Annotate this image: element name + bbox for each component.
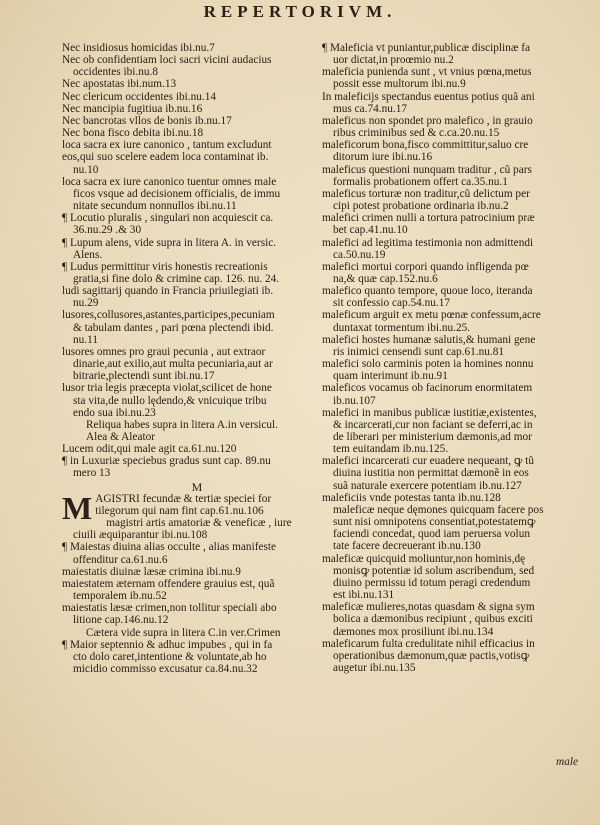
index-line: lusores,collusores,astantes,participes,pecuniam (62, 309, 275, 322)
index-line: ficos vsque ad decisionem officialis, de immu (73, 187, 281, 200)
index-line: ¶ Maleficia vt puniantur,publicæ disciplinæ fa (322, 42, 530, 54)
section-letter: M (191, 479, 203, 494)
index-line: loca sacra ex iure canonico tuentur omnes male (62, 175, 277, 188)
index-line: maleficus torturæ non traditur,cũ delictum per (322, 187, 530, 200)
index-line: tilegorum qui nam fint cap.61.nu.106 (95, 504, 264, 517)
index-line: Nec bancrotas vllos de bonis ib.nu.17 (62, 114, 232, 127)
index-line: lusores omnes pro graui pecunia , aut extraor (62, 345, 266, 358)
index-line: Nec bona fisco debita ibi.nu.18 (62, 127, 204, 140)
index-line: micidio commisso excusatur ca.84.nu.32 (73, 662, 258, 675)
index-line: Nec insidiosus homicidas ibi.nu.7 (62, 42, 215, 54)
index-line: litione cap.146.nu.12 (73, 614, 169, 627)
index-line: malefici crimen nulli a tortura patrocinium præ (322, 212, 535, 225)
index-line: ludi sagittarij quando in Francia priuilegiati ib. (62, 285, 274, 298)
index-line: maleficæ neque dęmones quicquam facere pos (333, 503, 544, 516)
index-line: bolica a dæmonibus recipiunt , quibus exciti (333, 613, 533, 626)
right-column (322, 42, 577, 674)
index-line: tate facere decreuerant ib.nu.130 (333, 540, 481, 553)
index-line: ¶ in Luxuriæ speciebus gradus sunt cap. 89.nu (62, 455, 271, 468)
index-line: ris inimici censendi sunt cap.61.nu.81 (333, 345, 504, 358)
index-line: maleficus questioni nunquam traditur , cũ pars (322, 163, 532, 176)
index-line: ¶ Maior septennio & adhuc impubes , qui in fa (62, 638, 273, 651)
index-line: uor dictat,in proœmio nu.2 (333, 54, 454, 67)
index-line: & incarcerati,cur non faciant se deferri,ac in (333, 418, 533, 431)
index-line: malefici mortui corpori quando infligenda pœ (322, 260, 529, 273)
index-line: malefici incarcerati cur euadere nequeant, ꝙ tũ (322, 455, 535, 468)
left-column (62, 42, 332, 675)
index-line: maleficum arguit ex metu pœnæ confessum,acre (322, 309, 541, 322)
index-line: temporalem ib.nu.52 (73, 590, 167, 603)
index-line: In maleficijs spectandus euentus potius quã ani (322, 90, 535, 103)
index-line: Nec mancipia fugitiua ib.nu.16 (62, 102, 203, 115)
index-line: ditorum iure ibi.nu.16 (333, 151, 433, 164)
index-line: mero 13 (73, 467, 111, 480)
index-line: maleficia punienda sunt , vt vnius pœna,metus (322, 66, 532, 79)
catchword: male (556, 756, 578, 768)
index-line: bitrarie,plectendi sunt ibi.nu.17 (73, 370, 215, 383)
index-line: cipi potest probatione ordinaria ib.nu.2 (333, 200, 509, 213)
index-line: nu.11 (73, 333, 98, 346)
index-line: Reliqua habes supra in litera A.in versicul. (86, 418, 278, 431)
index-line: maiestatis læsæ crimen,non tollitur speciali abo (62, 602, 277, 615)
index-line: ¶ Lupum alens, vide supra in litera A. in versic. (62, 236, 277, 249)
index-line: maleficiis vnde potestas tanta ib.nu.128 (322, 491, 501, 504)
index-line: maleficus non spondet pro malefico , in grauio (322, 114, 533, 127)
drop-cap: M (62, 489, 93, 526)
index-line: Nec ob confidentiam loci sacri vicini audacius (62, 54, 272, 67)
index-line: malefico quanto tempore, quoue loco, iteranda (322, 285, 533, 298)
index-line: nu.29 (73, 297, 99, 310)
index-line: Alea & Aleator (86, 431, 156, 443)
section-m-block (62, 489, 332, 675)
index-line: eos,qui suo scelere eadem loca contaminat ib. (62, 151, 269, 164)
index-line: ¶ Locutio pluralis , singulari non acquiescit ca. (62, 212, 274, 225)
index-line: dinarie,aut exilio,aut multa pecuniaria,aut ar (73, 358, 273, 371)
index-line: dæmones mox prosiliunt ibi.nu.134 (333, 625, 494, 638)
index-line: Lucem odit,qui male agit ca.61.nu.120 (62, 443, 237, 456)
index-line: ciuili æquiparantur ibi.nu.108 (73, 529, 208, 542)
index-line: ¶ Maiestas diuina alias occulte , alias manifeste (62, 541, 277, 554)
left-entries-m (62, 489, 332, 675)
index-line: malefici in manibus publicæ iustitiæ,existentes, (322, 406, 537, 419)
index-line: maleficæ mulieres,notas quasdam & signa sym (322, 601, 535, 614)
index-line: maleficos vocamus ob facinorum enormitatem (322, 382, 533, 395)
index-line: AGISTRI fecundæ & tertiæ speciei for (95, 492, 272, 505)
index-line: nitate secundum nonnullos ibi.nu.11 (73, 200, 237, 213)
index-line: gratia,si fine dolo & crimine cap. 126. nu. 24. (73, 272, 280, 285)
index-line: possit esse multorum ibi.nu.9 (333, 78, 466, 91)
index-line: maiestatis diuinæ læsæ crimina ibi.nu.9 (62, 565, 241, 578)
index-line: magistri artis amatoriæ & veneficæ , iure (106, 517, 292, 530)
index-line: suã naturale exercere potentiam ib.nu.127 (333, 479, 522, 492)
index-line: faciendi concedat, quod iam peruersa volun (333, 528, 530, 541)
index-line: lusor tria legis præcepta violat,scilicet de hone (62, 382, 272, 395)
running-header: REPERTORIVM. (203, 2, 397, 21)
index-line: duntaxat tormentum ibi.nu.25. (333, 321, 471, 334)
index-line: malefici solo carminis poten ia homines nonnu (322, 358, 534, 371)
index-line: 36.nu.29 .& 30 (73, 224, 142, 237)
index-line: malefici hostes humanæ salutis,& humani gene (322, 333, 536, 346)
index-line: Nec clericum occidentes ibi.nu.14 (62, 90, 217, 103)
index-line: offenditur ca.61.nu.6 (73, 553, 168, 566)
index-line: cto dolo caret,intentione & voluntate,ab ho (73, 650, 267, 663)
index-line: quam interimunt ib.nu.91 (333, 370, 448, 383)
index-line: endo sua ibi.nu.23 (73, 406, 156, 419)
index-line: occidentes ibi.nu.8 (73, 66, 159, 79)
index-line: de liberari per ministerium dæmonis,ad mor (333, 431, 532, 443)
index-line: maleficæ quicquid moliuntur,non hominis,dę (322, 552, 526, 565)
index-line: bet cap.41.nu.10 (333, 224, 408, 237)
left-entries (62, 42, 332, 480)
index-line: est ibi.nu.131 (333, 589, 395, 602)
index-line: monisꝙ potentiæ id solum ascribendum, sed (333, 564, 535, 577)
index-line: malefici ad legitima testimonia non admittendi (322, 236, 534, 249)
index-line: ca.50.nu.19 (333, 248, 386, 261)
index-line: & tabulam dantes , pari pœna plectendi ibid. (73, 321, 274, 334)
index-line: maleficarum fulta credulitate nihil efficacius in (322, 637, 535, 650)
index-line: ¶ Ludus permittitur viris honestis recreationis (62, 260, 268, 273)
index-line: nu.10 (73, 163, 99, 176)
index-line: maiestatem æternam offendere grauius est, quã (62, 577, 275, 590)
index-line: augetur ibi.nu.135 (333, 661, 416, 674)
index-line: loca sacra ex iure canonico , tantum excludunt (62, 139, 272, 152)
index-line: sta vita,de nullo lędendo,& vnicuique tribu (73, 394, 267, 407)
index-line: Nec apostatas ibi.num.13 (62, 78, 177, 91)
index-line: sunt nisi omnipotens consentiat,potestatemꝙ (333, 516, 536, 529)
index-line: diuino permissu id totum peragi credendum (333, 576, 531, 589)
index-line: sit confessio cap.54.nu.17 (333, 297, 451, 310)
index-line: formalis probationem offert ca.35.nu.1 (333, 175, 508, 188)
index-line: operationibus dæmonum,quæ pactis,votisꝙ (333, 649, 530, 662)
index-line: ib.nu.107 (333, 394, 376, 407)
index-line: Cætera vide supra in litera C.in ver.Crimen (86, 626, 281, 639)
index-line: Alens. (73, 248, 103, 261)
index-line: mus ca.74.nu.17 (333, 102, 408, 115)
index-line: diuina iustitia non permittat dæmonẽ in eos (333, 467, 529, 480)
index-line: tem euitandam ib.nu.125. (333, 443, 449, 456)
index-line: na,& quæ cap.152.nu.6 (333, 272, 438, 285)
index-line: ribus criminibus sed & c.ca.20.nu.15 (333, 127, 500, 140)
index-line: maleficorum bona,fisco committitur,saluo cre (322, 139, 529, 152)
right-entries (322, 42, 577, 674)
